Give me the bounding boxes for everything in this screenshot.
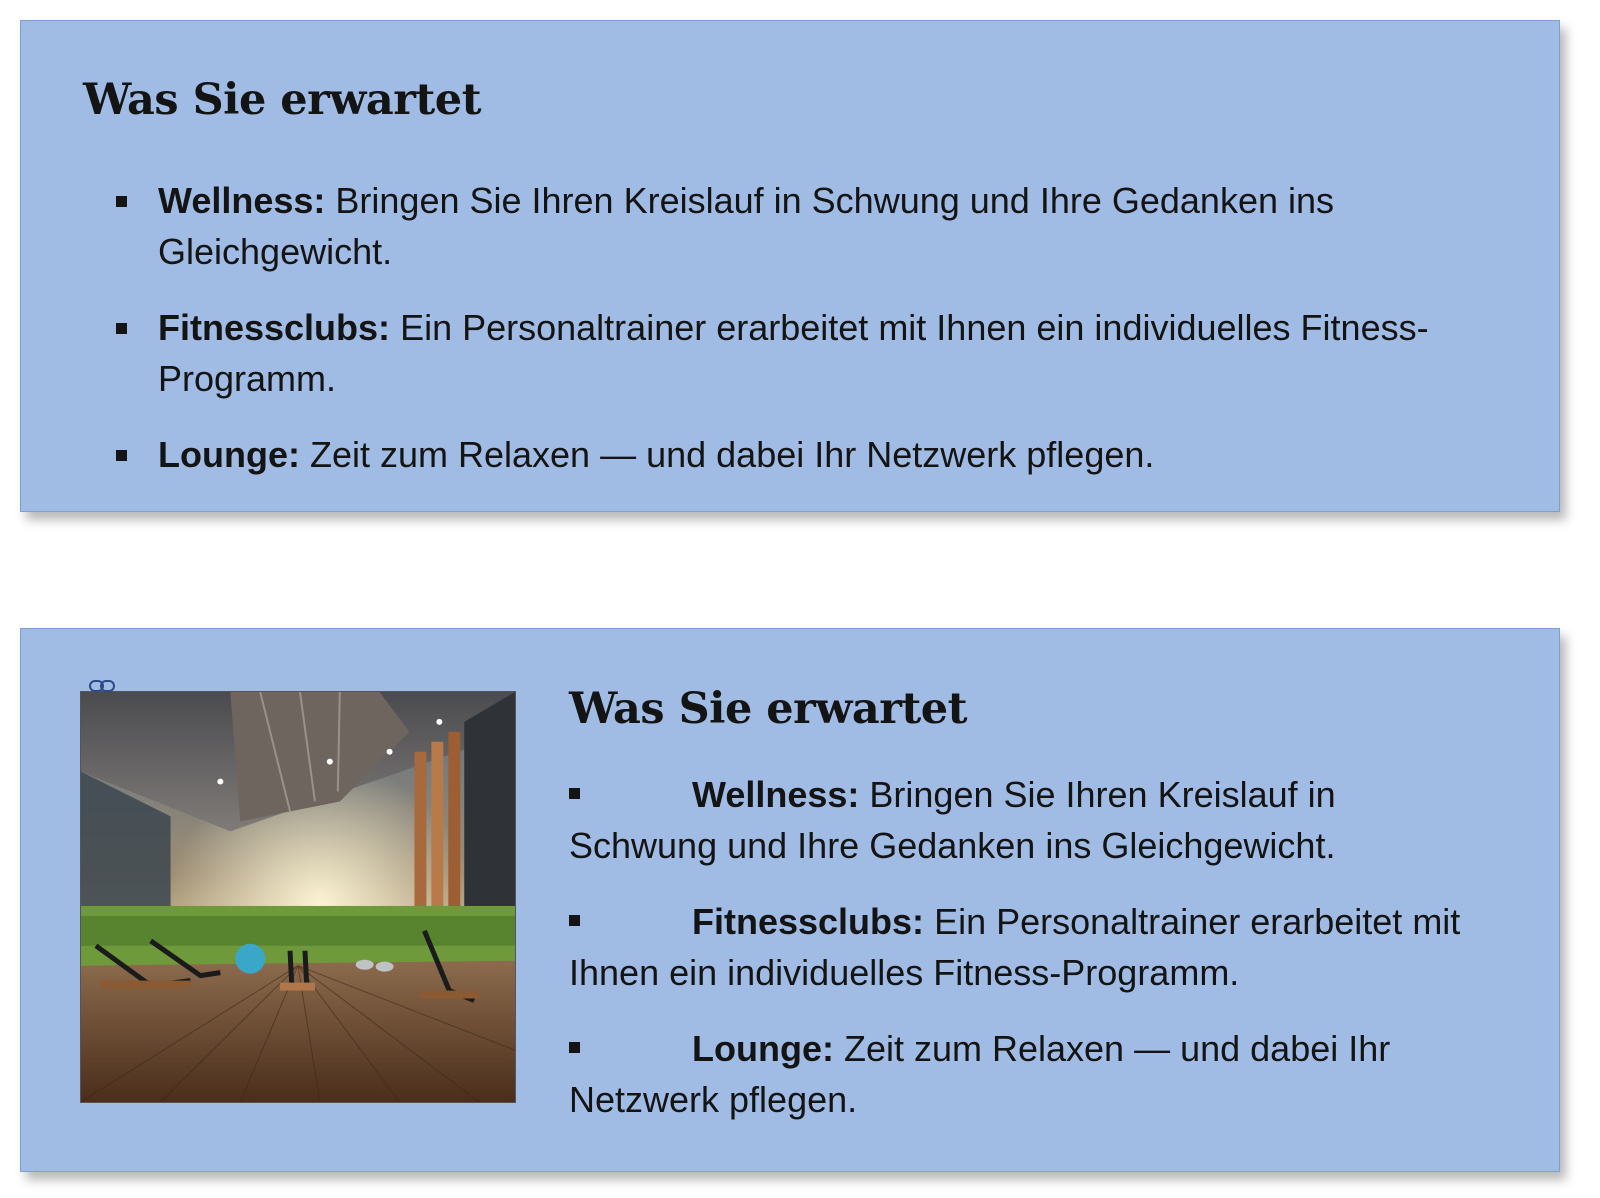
list-item xyxy=(158,175,1488,277)
text-box-with-image xyxy=(20,628,1560,1172)
gym-photo[interactable] xyxy=(80,691,516,1103)
feature-list xyxy=(158,175,1488,505)
square-bullet-icon xyxy=(569,915,580,926)
square-bullet-icon xyxy=(116,196,127,207)
square-bullet-icon xyxy=(569,788,580,799)
section-heading: Was Sie erwartet xyxy=(83,75,481,125)
list-item xyxy=(569,896,1469,998)
item-term: Fitnessclubs: xyxy=(158,307,391,348)
anchor-link-icon[interactable] xyxy=(89,679,115,693)
item-term: Wellness: xyxy=(158,180,326,221)
item-text: Bringen Sie Ihren Kreislauf in Schwung und Ihre Gedanken ins Gleichgewicht. xyxy=(569,774,1336,866)
list-item xyxy=(158,429,1488,480)
item-text: Ein Personaltrainer erarbeitet mit Ihnen ein individuelles Fitness-Programm. xyxy=(569,901,1461,993)
item-term: Fitnessclubs: xyxy=(692,901,925,942)
square-bullet-icon xyxy=(569,1042,580,1053)
gym-photo-illustration xyxy=(81,692,515,1102)
section-heading: Was Sie erwartet xyxy=(569,684,967,734)
text-box-plain xyxy=(20,20,1560,512)
square-bullet-icon xyxy=(116,323,127,334)
list-item xyxy=(569,1023,1469,1125)
item-text: Bringen Sie Ihren Kreislauf in Schwung und Ihre Gedanken ins Gleichgewicht. xyxy=(158,180,1335,272)
list-item xyxy=(158,302,1488,404)
list-item xyxy=(569,769,1469,871)
feature-list xyxy=(569,769,1469,1150)
item-text: Ein Personaltrainer erarbeitet mit Ihnen ein individuelles Fitness-Programm. xyxy=(158,307,1429,399)
item-text: Zeit zum Relaxen — und dabei Ihr Netzwerk pflegen. xyxy=(569,1028,1391,1120)
item-term: Lounge: xyxy=(692,1028,834,1069)
item-text: Zeit zum Relaxen — und dabei Ihr Netzwerk pflegen. xyxy=(299,434,1155,475)
item-term: Lounge: xyxy=(158,434,300,475)
item-term: Wellness: xyxy=(692,774,860,815)
square-bullet-icon xyxy=(116,450,127,461)
